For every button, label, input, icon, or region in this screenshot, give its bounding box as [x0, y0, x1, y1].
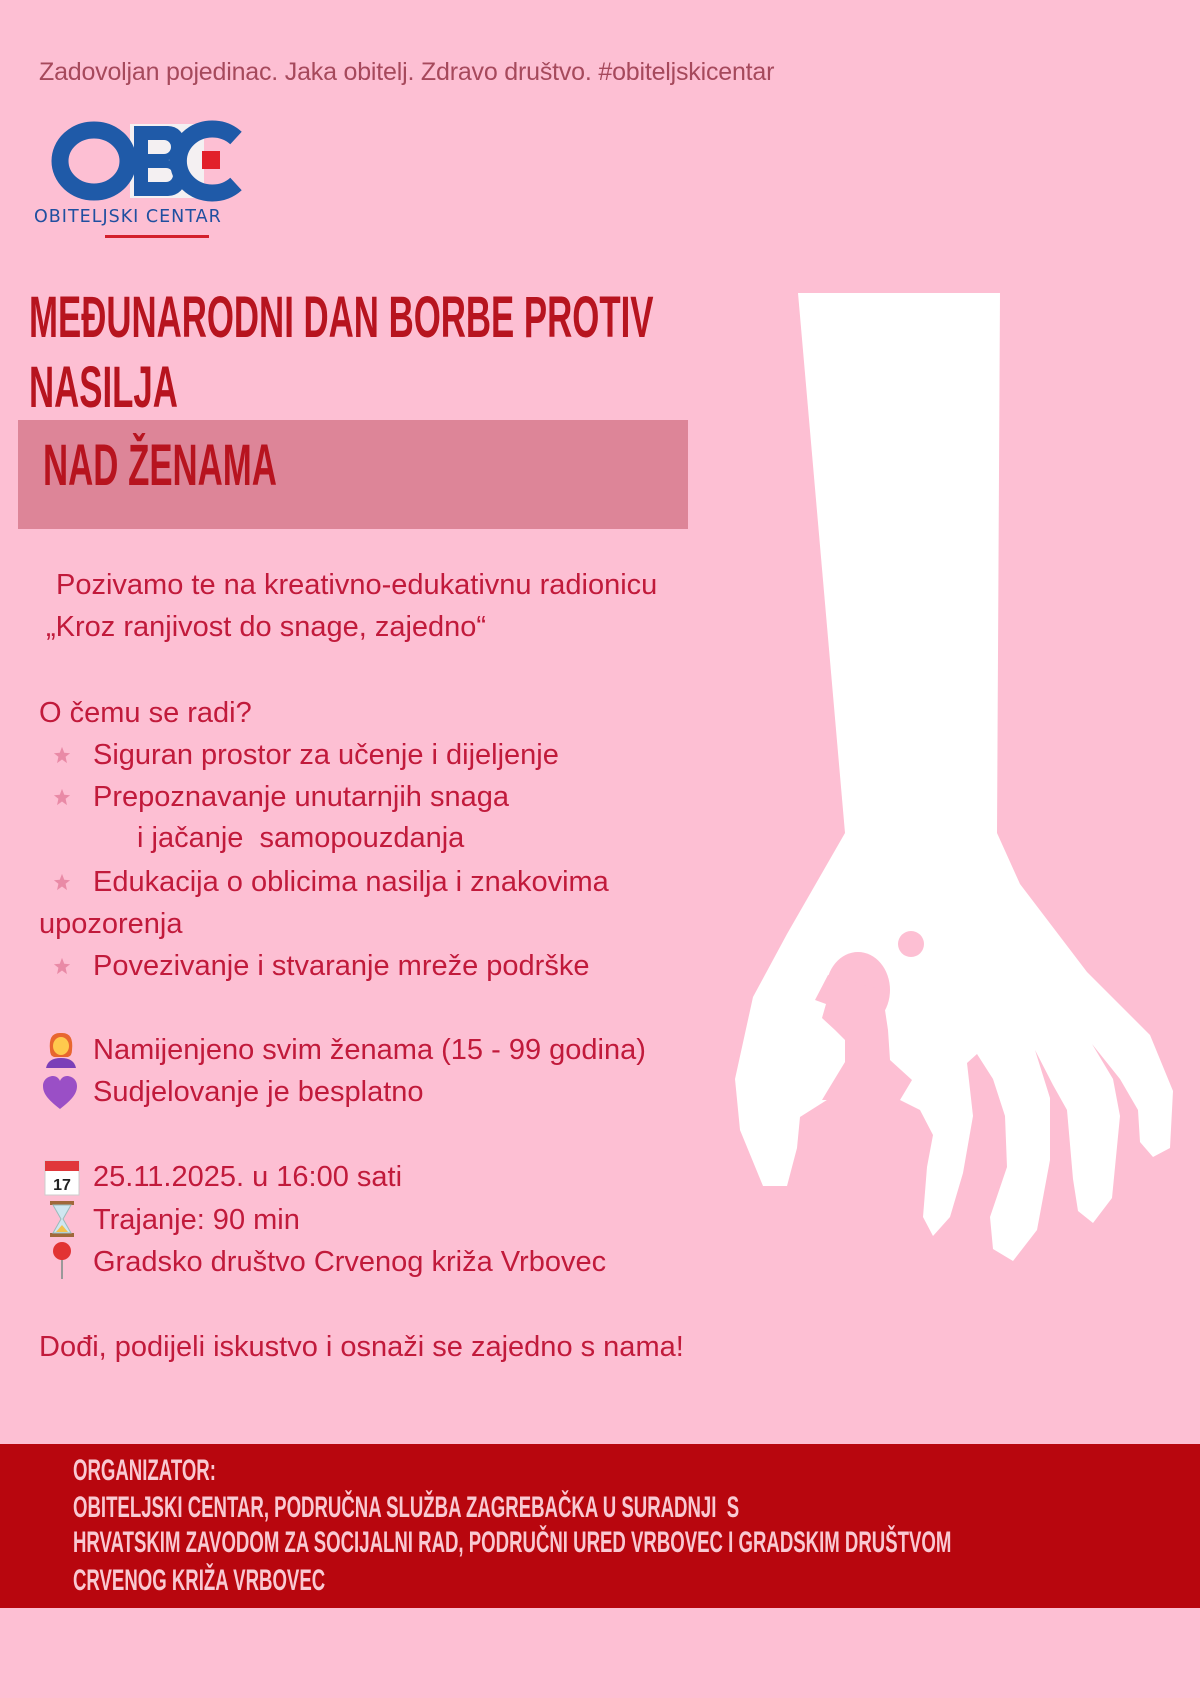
star-bullet-icon [53, 788, 71, 806]
title-highlight: NAD ŽENAMA [43, 433, 277, 498]
event-date: 25.11.2025. u 16:00 sati [93, 1161, 403, 1193]
organizer-line-2: HRVATSKIM ZAVODOM ZA SOCIJALNI RAD, PODRUČNI URED VRBOVEC I GRADSKIM DRUŠTVOM [73, 1526, 952, 1559]
about-item-1: Siguran prostor za učenje i dijeljenje [93, 739, 559, 771]
purple-heart-icon [41, 1073, 79, 1113]
calendar-icon [43, 1157, 81, 1197]
title-line-2: NASILJA [29, 355, 178, 420]
star-bullet-icon [53, 957, 71, 975]
logo-name: OBITELJSKI CENTAR [34, 207, 222, 227]
organizer-line-3: CRVENOG KRIŽA VRBOVEC [73, 1564, 326, 1597]
invite-line-1: Pozivamo te na kreativno-edukativnu radionicu [56, 569, 658, 601]
star-bullet-icon [53, 873, 71, 891]
workshop-title: „Kroz ranjivost do snage, zajedno“ [46, 611, 487, 643]
star-bullet-icon [53, 746, 71, 764]
event-location: Gradsko društvo Crvenog križa Vrbovec [93, 1246, 607, 1278]
tagline: Zadovoljan pojedinac. Jaka obitelj. Zdravo društvo. #obiteljskicentar [39, 58, 775, 86]
title-line-1: MEĐUNARODNI DAN BORBE PROTIV [29, 285, 654, 350]
about-item-4: Povezivanje i stvaranje mreže podrške [93, 950, 590, 982]
hand-shape [735, 293, 1173, 1261]
organizer-footer [0, 1444, 1200, 1608]
event-duration: Trajanje: 90 min [93, 1204, 300, 1236]
organizer-label: ORGANIZATOR: [73, 1454, 216, 1487]
location-pin-icon [43, 1240, 81, 1280]
about-item-3: Edukacija o oblicima nasilja i znakovima [93, 866, 609, 898]
about-heading: O čemu se radi? [39, 697, 252, 729]
hourglass-icon [43, 1199, 81, 1239]
organizer-line-1: OBITELJSKI CENTAR, PODRUČNA SLUŽBA ZAGREBAČKA U SURADNJI S [73, 1491, 740, 1524]
audience-price: Sudjelovanje je besplatno [93, 1076, 424, 1108]
closing-text: Dođi, podijeli iskustvo i osnaži se zajedno s nama! [39, 1331, 684, 1363]
about-item-2-cont: i jačanje samopouzdanja [137, 822, 465, 854]
calendar-day: 17 [53, 1177, 71, 1194]
about-item-2: Prepoznavanje unutarnjih snaga [93, 781, 509, 813]
about-item-3-cont: upozorenja [39, 908, 183, 940]
woman-icon [42, 1030, 80, 1070]
audience-target: Namijenjeno svim ženama (15 - 99 godina) [93, 1034, 646, 1066]
